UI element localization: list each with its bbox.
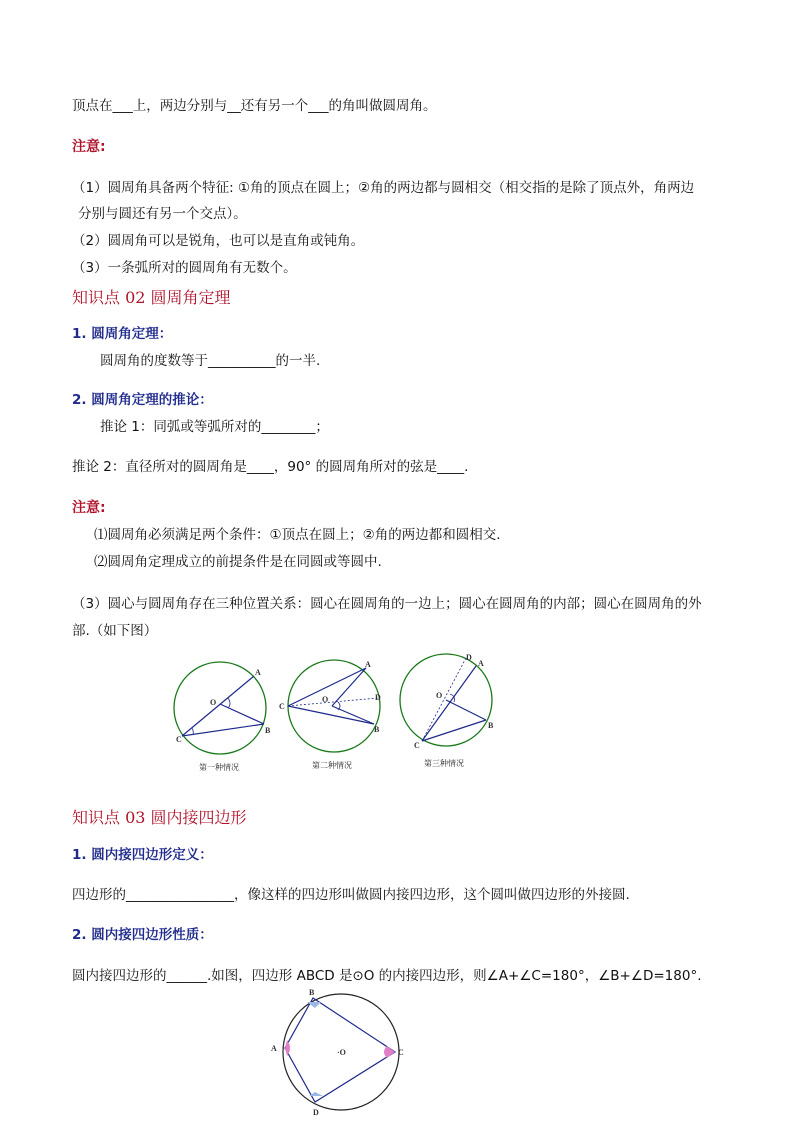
fig1-label-o: O (210, 698, 217, 707)
fig4-label-b: B (309, 988, 315, 997)
fig2-label-a: A (365, 660, 371, 669)
fig3-label-c: C (414, 741, 420, 750)
knowledge-point-03-title: 知识点 03 圆内接四边形 (72, 808, 247, 827)
subheading-theorem: 1. 圆周角定理： (72, 326, 173, 342)
note-heading-2: 注意: (72, 500, 106, 516)
fig2-label-b: B (374, 725, 380, 734)
subheading-corollary: 2. 圆周角定理的推论： (72, 392, 213, 408)
fig3-label-a: A (478, 659, 484, 668)
note2-item2: ⑵圆周角定理成立的前提条件是在同圆或等圆中. (94, 554, 382, 570)
fig2-label-c: C (279, 702, 285, 711)
note1-item3: （3）一条弧所对的圆周角有无数个。 (72, 260, 297, 276)
fig3-label-b: B (488, 721, 494, 730)
subheading-quad-property: 2. 圆内接四边形性质： (72, 927, 213, 943)
quad-property-text: 圆内接四边形的______.如图，四边形 ABCD 是⊙O 的内接四边形，则∠A+∠C=180°，∠B+∠D=180°. (72, 968, 702, 984)
figure-inscribed-quadrilateral (271, 988, 405, 1120)
fig4-label-c: C (398, 1048, 404, 1057)
note2-item3-line2: 部.（如下图） (72, 623, 158, 639)
fig1-label-a: A (255, 668, 261, 677)
fig2-label-d: D (375, 693, 381, 702)
note-heading-1: 注意: (72, 139, 106, 155)
fig4-label-d: D (313, 1108, 319, 1117)
fig4-label-a: A (271, 1044, 277, 1053)
note2-item1: ⑴圆周角必须满足两个条件：①顶点在圆上；②角的两边都和圆相交. (94, 527, 501, 543)
fig1-label-b: B (265, 726, 271, 735)
corollary-1: 推论 1：同弧或等弧所对的________； (100, 419, 329, 435)
caption-case-2: 第二种情况 (312, 761, 352, 770)
circle-2 (288, 660, 380, 752)
caption-case-1: 第一种情况 (199, 763, 239, 772)
figure-case-3 (398, 653, 498, 756)
caption-case-3: 第三种情况 (424, 759, 464, 768)
circle-1 (174, 662, 266, 754)
figure-case-2 (279, 658, 386, 758)
note1-item1-line2: 分别与圆还有另一个交点）。 (78, 206, 247, 222)
subheading-quad-definition: 1. 圆内接四边形定义： (72, 847, 213, 863)
figure-case-1 (172, 660, 272, 760)
quad-definition-text: 四边形的________________，像这样的四边形叫做圆内接四边形，这个圆叫做四边形的外接圆. (72, 887, 630, 903)
fig2-label-o: O (322, 695, 329, 704)
note1-item2: （2）圆周角可以是锐角，也可以是直角或钝角。 (72, 233, 365, 249)
knowledge-point-02-title: 知识点 02 圆周角定理 (72, 288, 231, 307)
fig3-label-o: O (436, 691, 443, 700)
corollary-2: 推论 2：直径所对的圆周角是____，90° 的圆周角所对的弦是____. (72, 459, 469, 475)
fig3-label-d: D (466, 653, 472, 662)
note1-item1-line1: （1）圆周角具备两个特征: ①角的顶点在圆上；②角的两边都与圆相交（相交指的是除了顶点外，角两边 (72, 180, 695, 196)
theorem-text: 圆周角的度数等于__________的一半. (100, 353, 321, 369)
fig1-label-c: C (176, 735, 182, 744)
note2-item3-line1: （3）圆心与圆周角存在三种位置关系：圆心在圆周角的一边上；圆心在圆周角的内部；圆心在圆周角的外 (72, 596, 702, 612)
definition-line: 顶点在___上，两边分别与__还有另一个___的角叫做圆周角。 (72, 98, 437, 114)
fig4-label-o: ·O (337, 1048, 346, 1057)
